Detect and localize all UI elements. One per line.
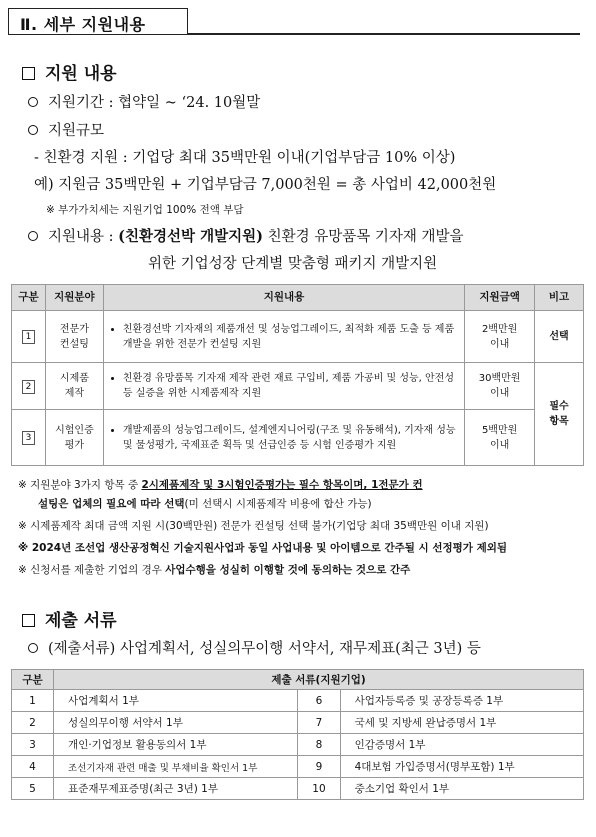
table-row (12, 734, 584, 756)
docs-line-row (28, 637, 481, 658)
circle-bullet-icon (28, 97, 38, 107)
docs-heading: 제출 서류 (45, 611, 117, 631)
period-row (28, 91, 260, 112)
vat-note: ※ 부가가치세는 지원기업 100% 전액 부담 (46, 204, 244, 216)
doc-name: 인감증명서 1부 (340, 734, 583, 756)
doc-number: 3 (12, 734, 54, 756)
doc-name: 사업계획서 1부 (54, 690, 298, 712)
header-documents: 제출 서류(지원기업) (54, 670, 584, 690)
note-1-c: 설팅은 업체의 필요에 따라 선택 (38, 498, 185, 510)
doc-name: 4대보험 가입증명서(명부포함) 1부 (340, 756, 583, 778)
note-1-b: 2시제품제작 및 3시험인증평가는 필수 항목이며, 1전문가 컨 (141, 479, 423, 491)
documents-table (11, 669, 584, 800)
note-1-a: ※ 지원분야 3가지 항목 중 (18, 479, 142, 491)
documents-table-header (12, 670, 584, 690)
note-4-a: ※ 신청서를 제출한 기업의 경우 (18, 564, 166, 576)
note-4 (18, 559, 583, 581)
row-content (103, 363, 464, 410)
scale-line-1: - 친환경 지원 : 기업당 최대 35백만원 이내(기업부담금 10% 이상) (34, 150, 456, 166)
doc-number: 4 (12, 756, 54, 778)
circle-bullet-icon (28, 125, 38, 135)
scale-title: 지원규모 (48, 123, 105, 139)
note-3: ※ 2024년 조선업 생산공정혁신 기술지원사업과 동일 사업내용 및 아이템으로 간주될 시 선정평가 제외됨 (18, 542, 508, 554)
scale-row (28, 119, 104, 140)
table-row (12, 311, 584, 363)
table-row (12, 756, 584, 778)
doc-name: 개인·기업정보 활용동의서 1부 (54, 734, 298, 756)
support-heading: 지원 내용 (45, 64, 117, 84)
row-number: 1 (22, 330, 35, 344)
scale-line-2: 예) 지원금 35백만원 + 기업부담금 7,000천원 = 총 사업비 42,000천원 (34, 177, 497, 193)
doc-number: 2 (12, 712, 54, 734)
table-row (12, 363, 584, 410)
header-remark: 비고 (535, 285, 584, 311)
doc-name: 국세 및 지방세 완납증명서 1부 (340, 712, 583, 734)
table-row (12, 712, 584, 734)
header-division: 구분 (12, 670, 54, 690)
circle-bullet-icon (28, 643, 38, 653)
row-content-item: • 친환경 유망품목 기자재 제작 관련 재료 구입비, 제품 가공비 및 성능, 안전성 등 실증을 위한 시제품제작 지원 (123, 371, 458, 401)
doc-number: 6 (298, 690, 340, 712)
row-content-item: • 친환경선박 기자재의 제품개선 및 성능업그레이드, 최적화 제품 도출 등 제품개발을 위한 전문가 컨설팅 지원 (123, 322, 458, 352)
row-content (103, 311, 464, 363)
support-heading-row (22, 59, 117, 84)
row-number: 2 (22, 380, 35, 394)
content-bold: (친환경선박 개발지원) (118, 228, 263, 245)
doc-number: 8 (298, 734, 340, 756)
table-row (12, 410, 584, 466)
note-2: ※ 시제품제작 최대 금액 지원 시(30백만원) 전문가 컨설팅 선택 불가(기업당 최대 35백만원 이내 지원) (18, 520, 489, 532)
docs-line: (제출서류) 사업계획서, 성실의무이행 서약서, 재무제표(최근 3년) 등 (48, 641, 481, 657)
header-division: 구분 (12, 285, 46, 311)
row-amount: 30백만원 이내 (465, 363, 535, 410)
row-content-item: • 개발제품의 성능업그레이드, 설계엔지니어링(구조 및 유동해석), 기자재 성능 및 물성평가, 국제표준 획득 및 선급인증 등 시험 인증평가 지원 (123, 423, 458, 453)
section-title: Ⅱ. 세부 지원내용 (20, 15, 146, 34)
support-table-header (12, 285, 584, 311)
doc-number: 7 (298, 712, 340, 734)
section-title-underline (188, 33, 580, 35)
content-line-2: 위한 기업성장 단계별 맞춤형 패키지 개발지원 (148, 256, 438, 272)
table-row (12, 778, 584, 800)
doc-name: 조선기자재 관련 매출 및 부채비율 확인서 1부 (54, 756, 298, 778)
doc-name: 표준재무제표증명(최근 3년) 1부 (54, 778, 298, 800)
row-amount: 2백만원 이내 (465, 311, 535, 363)
row-field: 전문가 컨설팅 (45, 311, 103, 363)
note-1-d: (미 선택시 시제품제작 비용에 합산 가능) (184, 498, 372, 510)
circle-bullet-icon (28, 231, 38, 241)
row-field: 시제품 제작 (45, 363, 103, 410)
row-remark: 선택 (535, 311, 584, 363)
doc-number: 10 (298, 778, 340, 800)
row-amount: 5백만원 이내 (465, 410, 535, 466)
table-row (12, 690, 584, 712)
row-field: 시험인증 평가 (45, 410, 103, 466)
doc-number: 5 (12, 778, 54, 800)
doc-name: 성실의무이행 서약서 1부 (54, 712, 298, 734)
doc-name: 중소기업 확인서 1부 (340, 778, 583, 800)
row-content (103, 410, 464, 466)
doc-name: 사업자등록증 및 공장등록증 1부 (340, 690, 583, 712)
square-bullet-icon (22, 67, 35, 80)
support-table (11, 284, 584, 466)
note-4-b: 사업수행을 성실히 이행할 것에 동의하는 것으로 간주 (165, 564, 411, 576)
content-row (28, 225, 464, 246)
row-remark: 필수 항목 (535, 363, 584, 466)
period-text: 지원기간 : 협약일 ~ ‘24. 10월말 (48, 95, 261, 111)
content-rest: 친환경 유망품목 기자재 개발을 (262, 229, 464, 245)
header-amount: 지원금액 (465, 285, 535, 311)
content-prefix: 지원내용 : (48, 229, 119, 245)
doc-number: 1 (12, 690, 54, 712)
header-field: 지원분야 (45, 285, 103, 311)
header-content: 지원내용 (103, 285, 464, 311)
square-bullet-icon (22, 614, 35, 627)
note-1-cont (18, 493, 583, 515)
doc-number: 9 (298, 756, 340, 778)
notes-block (18, 474, 583, 581)
docs-heading-row (22, 606, 117, 631)
row-number: 3 (22, 431, 35, 445)
